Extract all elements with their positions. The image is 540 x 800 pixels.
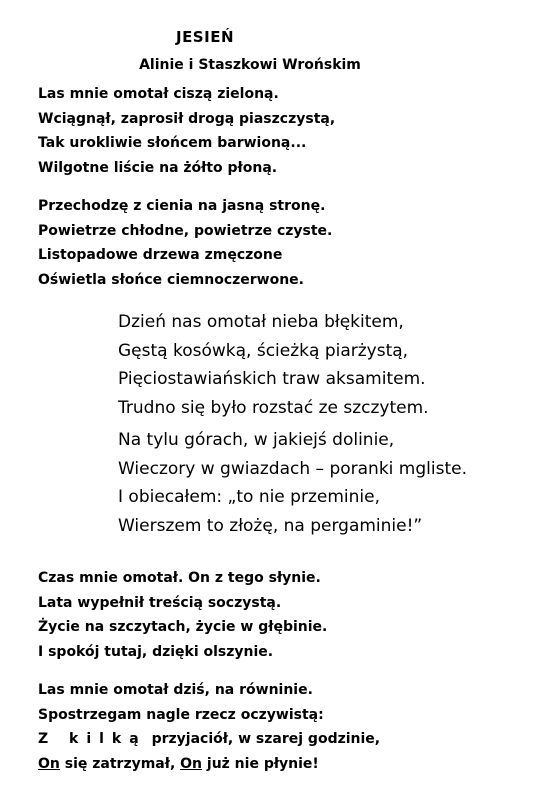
spaced-word: Z kilką (38, 731, 147, 747)
underlined-word: On (180, 755, 203, 772)
poem-line: Pięciostawiańskich traw aksamitem. (118, 369, 426, 389)
poem-line: Wieczory w gwiazdach – poranki mgliste. (118, 458, 467, 479)
line-text: się zatrzymał, (59, 755, 181, 772)
line-text: już nie płynie! (202, 755, 319, 772)
poem-line: Życie na szczytach, życie w głębinie. (38, 619, 328, 635)
poem-line: Wciągnął, zaprosił drogą piaszczystą, (38, 110, 336, 127)
stanza-5 (38, 566, 327, 664)
poem-line: Gęstą kosówką, ścieżką piarżystą, (118, 340, 409, 361)
poem-line: Las mnie omotał dziś, na równinie. (38, 682, 313, 698)
stanza-2 (38, 194, 332, 292)
poem-line: Oświetla słońce ciemnoczerwone. (38, 271, 304, 288)
poem-line: I spokój tutaj, dzięki olszynie. (38, 643, 274, 660)
poem-line: I obiecałem: „to nie przeminie, (118, 487, 380, 507)
stanza-1 (38, 82, 335, 180)
poem-line: Tak urokliwie słońcem barwioną... (38, 135, 307, 151)
poem-line: Spostrzegam nagle rzecz oczywistą: (38, 706, 324, 723)
poem-line: Lata wypełnił treścią soczystą. (38, 594, 282, 611)
poem-line: Powietrze chłodne, powietrze czyste. (38, 222, 333, 239)
poem-line: Wilgotne liście na żółto płoną. (38, 159, 278, 176)
stanza-6 (38, 678, 380, 776)
poem-line: Dzień nas omotał nieba błękitem, (118, 312, 404, 332)
line-text: przyjaciół, w szarej godzinie, (146, 731, 381, 747)
underlined-word: On (38, 755, 60, 772)
stanza-4 (118, 426, 467, 540)
poem-line: Czas mnie omotał. On z tego słynie. (38, 570, 321, 586)
poem-dedication: Alinie i Staszkowi Wrońskim (139, 57, 361, 73)
poem-line: Listopadowe drzewa zmęczone (38, 247, 283, 263)
poem-line (38, 727, 380, 752)
poem-line (38, 752, 380, 777)
poem-line: Przechodzę z cienia na jasną stronę. (38, 198, 326, 214)
poem-line: Trudno się było rozstać ze szczytem. (118, 397, 429, 418)
poem-line: Las mnie omotał ciszą zieloną. (38, 86, 279, 102)
poem-title: JESIEŃ (175, 28, 234, 46)
stanza-3 (118, 308, 429, 422)
poem-line: Na tylu górach, w jakiejś dolinie, (118, 430, 395, 450)
poem-line: Wierszem to złożę, na pergaminie!” (118, 515, 423, 536)
